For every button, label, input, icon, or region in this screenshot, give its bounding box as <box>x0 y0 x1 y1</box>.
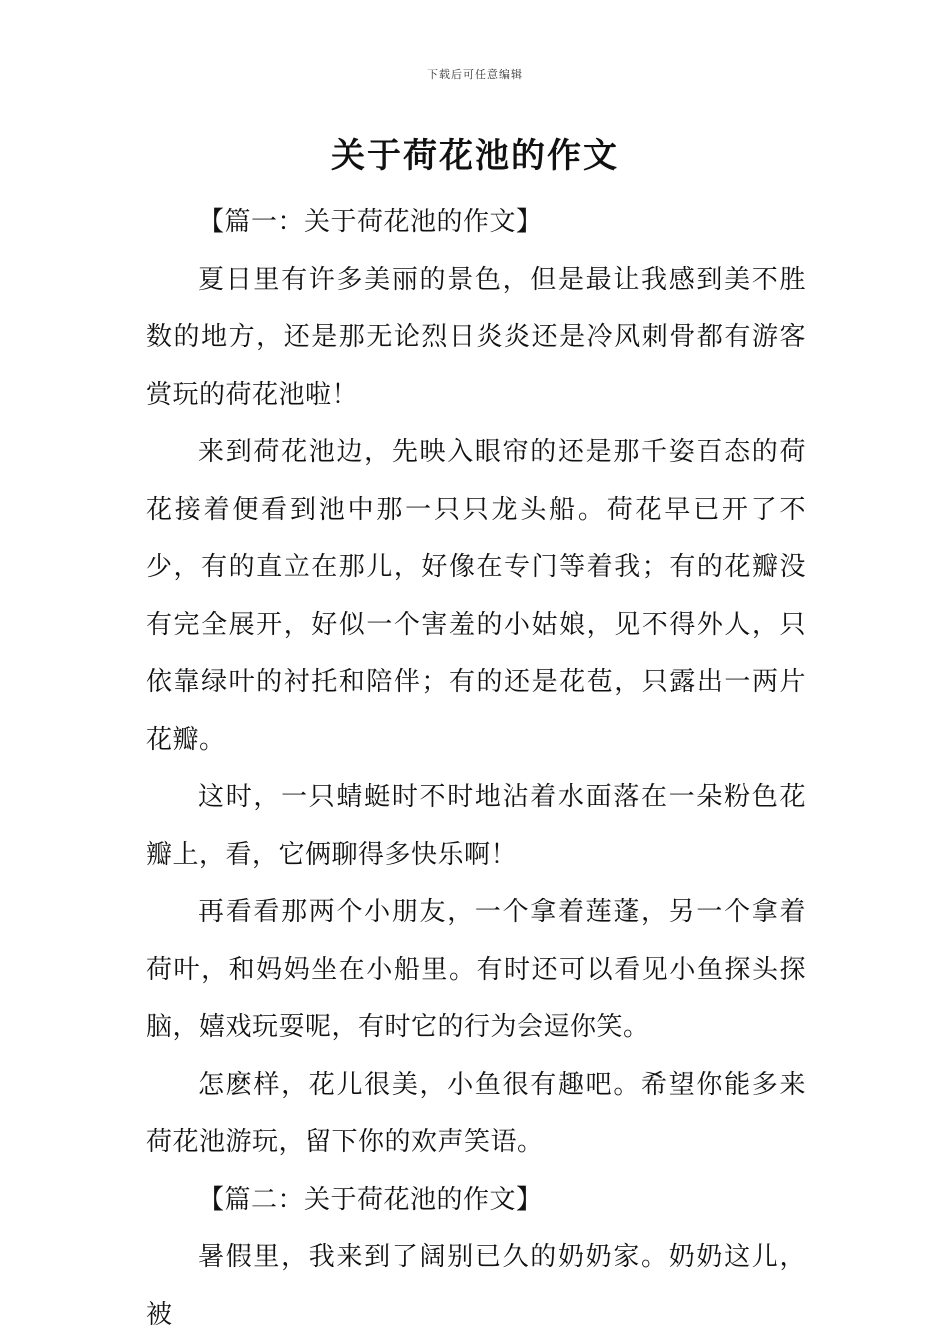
paragraph-2: 来到荷花池边，先映入眼帘的还是那千姿百态的荷花接着便看到池中那一只只龙头船。荷花早已开了不少，有的直立在那儿，好像在专门等着我；有的花瓣没有完全展开，好似一个害羞的小姑娘，见不得外人，只依靠绿叶的衬托和陪伴；有的还是花苞，只露出一两片花瓣。 <box>146 437 806 755</box>
header-note: 下载后可任意编辑 <box>427 68 523 81</box>
section-heading-1: 【篇一：关于荷花池的作文】 <box>198 207 543 237</box>
document-body <box>146 194 806 1344</box>
paragraph-1: 夏日里有许多美丽的景色，但是最让我感到美不胜数的地方，还是那无论烈日炎炎还是冷风刺骨都有游客赏玩的荷花池啦！ <box>146 264 806 410</box>
section-heading-2: 【篇二：关于荷花池的作文】 <box>198 1184 543 1215</box>
paragraph-5: 怎麽样，花儿很美，小鱼很有趣吧。希望你能多来荷花池游玩，留下你的欢声笑语。 <box>146 1069 806 1157</box>
paragraph-3: 这时，一只蜻蜓时不时地沾着水面落在一朵粉色花瓣上，看，它俩聊得多快乐啊！ <box>146 782 806 870</box>
paragraph-6: 暑假里，我来到了阔别已久的奶奶家。奶奶这儿，被 <box>146 1242 806 1330</box>
document-title: 关于荷花池的作文 <box>331 136 619 176</box>
paragraph-4: 再看看那两个小朋友，一个拿着莲蓬，另一个拿着荷叶，和妈妈坐在小船里。有时还可以看见小鱼探头探脑，嬉戏玩耍呢，有时它的行为会逗你笑。 <box>146 897 806 1042</box>
